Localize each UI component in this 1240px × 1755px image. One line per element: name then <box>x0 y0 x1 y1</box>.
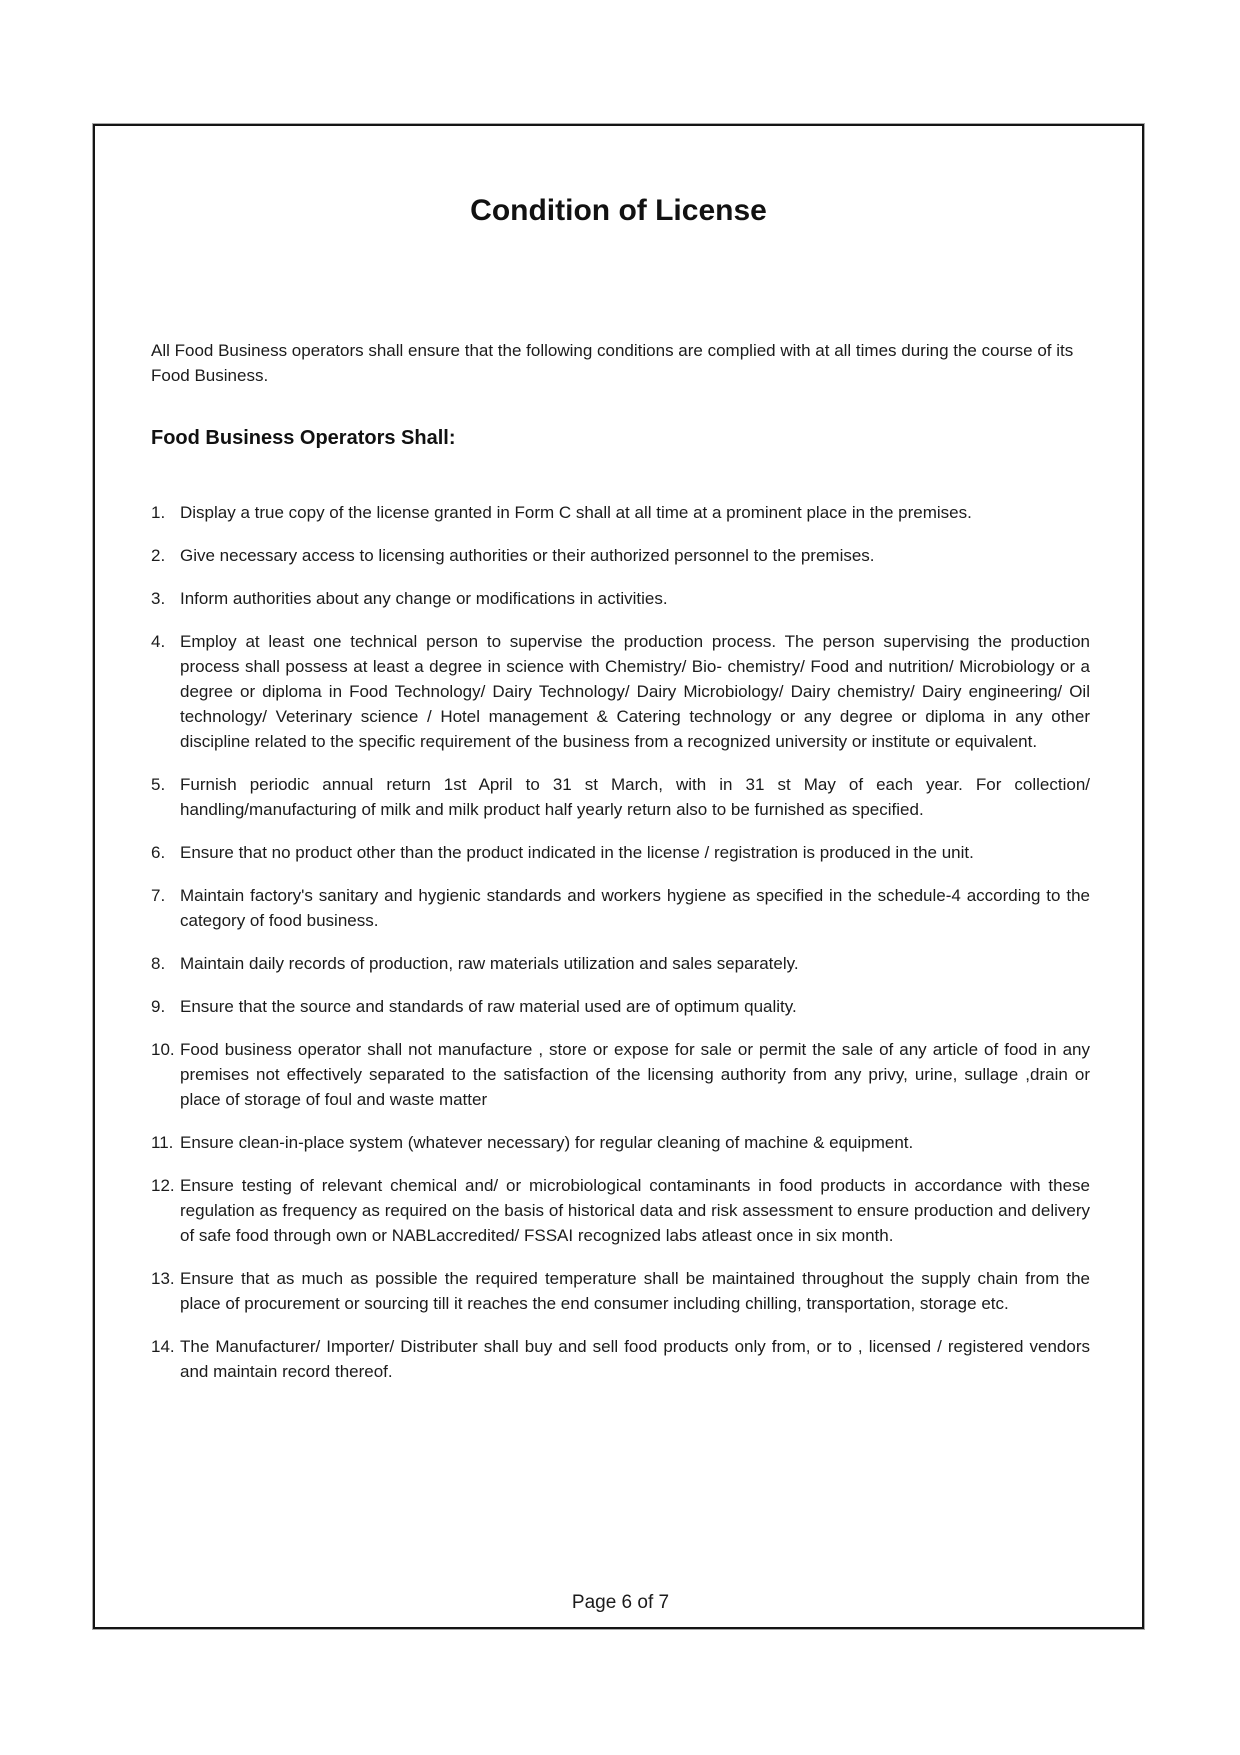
condition-item: Ensure that as much as possible the required temperature shall be maintained throughout the supply chain from the place of procurement or sourcing till it reaches the end consumer including chilling, transportation, storage etc. <box>180 1269 1090 1313</box>
condition-item: Maintain factory's sanitary and hygienic standards and workers hygiene as specified in the schedule-4 according to the category of food business. <box>180 886 1090 930</box>
condition-item: The Manufacturer/ Importer/ Distributer shall buy and sell food products only from, or to , licensed / registered vendors and maintain record thereof. <box>180 1337 1090 1381</box>
page-number: Page 6 of 7 <box>571 1592 670 1613</box>
condition-item: Food business operator shall not manufacture , store or expose for sale or permit the sale of any article of food in any premises not effectively separated to the satisfaction of the licensing authority from any privy, urine, sullage ,drain or place of storage of foul and waste matter <box>180 1040 1090 1109</box>
document-page <box>93 124 1144 1629</box>
condition-item: Ensure clean-in-place system (whatever necessary) for regular cleaning of machine & equipment. <box>180 1133 914 1152</box>
condition-item: Inform authorities about any change or modifications in activities. <box>180 589 668 608</box>
condition-item: Display a true copy of the license granted in Form C shall at all time at a prominent place in the premises. <box>180 503 972 522</box>
condition-item: Maintain daily records of production, raw materials utilization and sales separately. <box>180 954 799 973</box>
condition-item: Ensure testing of relevant chemical and/ or microbiological contaminants in food products in accordance with these regulation as frequency as required on the basis of historical data and risk assessment to ensure production and delivery of safe food through own or NABLaccredited/ FSSAI recognized labs atleast once in six month. <box>180 1176 1090 1245</box>
condition-item: Ensure that the source and standards of raw material used are of optimum quality. <box>180 997 797 1016</box>
condition-item: Give necessary access to licensing authorities or their authorized personnel to the premises. <box>180 546 875 565</box>
condition-item: Employ at least one technical person to supervise the production process. The person supervising the production process shall possess at least a degree in science with Chemistry/ Bio- chemistry/ Food and nutrition/ Microbiology or a degree or diploma in Food Technology/ Dairy Technology/ Dairy Microbiology/ Dairy chemistry/ Dairy engineering/ Oil technology/ Veterinary science / Hotel management & Catering technology or any degree or diploma in any other discipline related to the specific requirement of the business from a recognized university or institute or equivalent. <box>180 632 1090 751</box>
intro-paragraph: All Food Business operators shall ensure that the following conditions are complied with at all times during the course of its Food Business. <box>151 341 1074 385</box>
page-title: Condition of License <box>470 194 767 227</box>
condition-item: Furnish periodic annual return 1st April to 31 st March, with in 31 st May of each year. For collection/ handling/manufacturing of milk and milk product half yearly return also to be furnished as specified. <box>180 775 1090 819</box>
section-heading: Food Business Operators Shall: <box>151 427 456 449</box>
conditions-list <box>95 500 1142 1384</box>
condition-item: Ensure that no product other than the product indicated in the license / registration is produced in the unit. <box>180 843 974 862</box>
